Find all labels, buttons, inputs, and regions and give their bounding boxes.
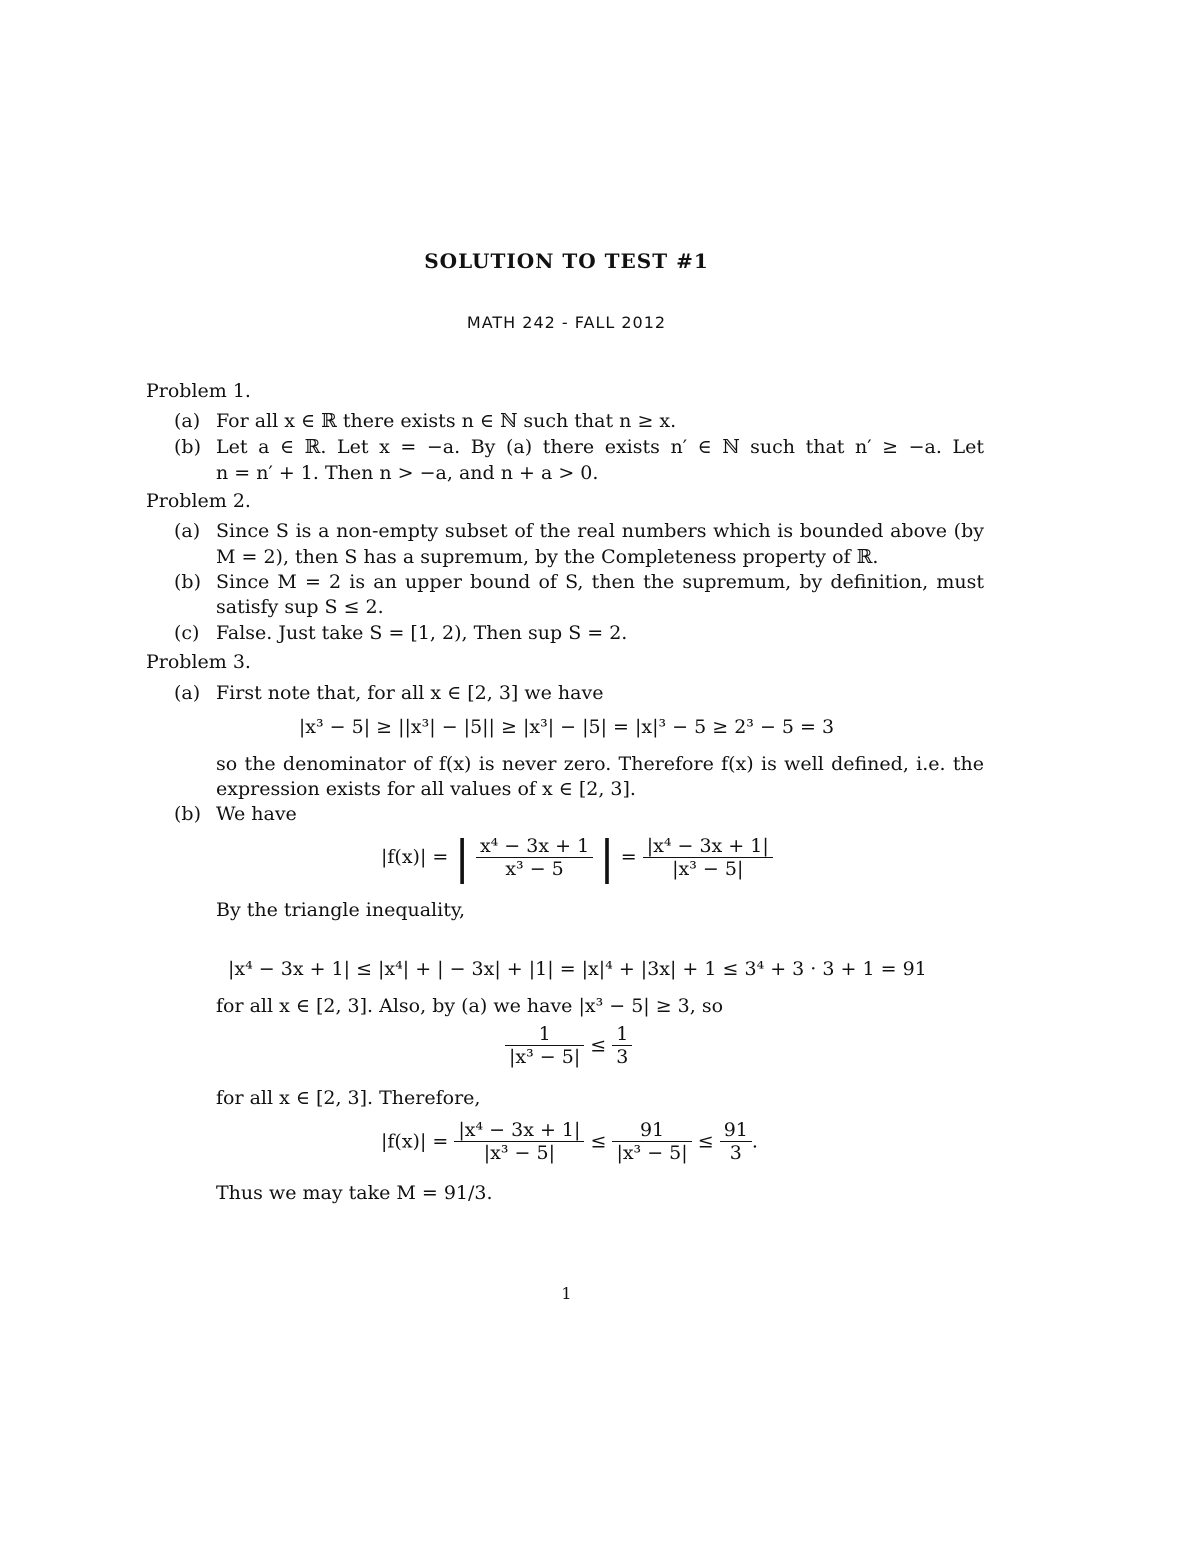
eq4-numerator-2: 91: [612, 1119, 691, 1142]
conclusion-text: Thus we may take M = 91/3.: [216, 1182, 493, 1204]
eq4-fraction-3: [720, 1119, 752, 1164]
equation-triangle-bound: |x⁴ − 3x + 1| ≤ |x⁴| + | − 3x| + |1| = |x|⁴ + |3x| + 1 ≤ 3⁴ + 3 · 3 + 1 = 91: [228, 958, 927, 980]
eq4-le-1: ≤: [590, 1130, 607, 1153]
eq3-le: ≤: [590, 1034, 607, 1057]
eq3-numerator-2: 1: [612, 1023, 632, 1046]
problem-1b-label: (b): [174, 436, 201, 458]
eq1-denominator: x³ − 5: [505, 857, 564, 880]
abs-bar-right: |: [599, 830, 615, 884]
problem-2b-label: (b): [174, 571, 201, 593]
problem-3a-line1: so the denominator of f(x) is never zero. Therefore f(x) is well defined, i.e. the: [216, 753, 984, 775]
course-subtitle: MATH 242 - FALL 2012: [466, 313, 667, 332]
eq4-fraction: [454, 1119, 584, 1164]
eq3-fraction-2: [612, 1023, 632, 1068]
eq3-numerator: 1: [505, 1023, 584, 1046]
eq1-denominator-2: |x³ − 5|: [672, 857, 744, 880]
problem-1-heading: Problem 1.: [146, 380, 251, 402]
also-text: for all x ∈ [2, 3]. Also, by (a) we have |x³ − 5| ≥ 3, so: [216, 995, 724, 1017]
eq4-numerator-3: 91: [720, 1119, 752, 1142]
eq4-fraction-2: [612, 1119, 691, 1164]
eq4-le-2: ≤: [697, 1130, 714, 1153]
page-number: 1: [561, 1284, 572, 1303]
eq1-numerator-2: |x⁴ − 3x + 1|: [643, 835, 773, 858]
problem-2a-line2: M = 2), then S has a supremum, by the Completeness property of ℝ.: [216, 546, 879, 568]
problem-2b-line2: satisfy sup S ≤ 2.: [216, 596, 384, 618]
eq3-fraction: [505, 1023, 584, 1068]
eq1-numerator: x⁴ − 3x + 1: [476, 835, 593, 858]
problem-3a-intro: First note that, for all x ∈ [2, 3] we have: [216, 682, 604, 704]
problem-3a-equation: |x³ − 5| ≥ ||x³| − |5|| ≥ |x³| − |5| = |x|³ − 5 ≥ 2³ − 5 = 3: [298, 716, 835, 738]
problem-1a-label: (a): [174, 410, 201, 432]
eq4-denominator: |x³ − 5|: [483, 1142, 556, 1164]
problem-3b-label: (b): [174, 803, 201, 825]
eq3-denominator: |x³ − 5|: [509, 1046, 581, 1068]
eq1-equals: =: [620, 846, 637, 868]
eq4-numerator: |x⁴ − 3x + 1|: [454, 1119, 584, 1142]
equation-reciprocal-bound: [505, 1023, 632, 1068]
problem-2a-line1: Since S is a non-empty subset of the real numbers which is bounded above (by: [216, 520, 984, 542]
problem-3a-line2: expression exists for all values of x ∈ [2, 3].: [216, 778, 636, 800]
problem-3-heading: Problem 3.: [146, 651, 251, 673]
eq4-denominator-2: |x³ − 5|: [616, 1142, 688, 1164]
eq1-fraction-2: [643, 835, 773, 880]
eq4-lhs: |f(x)| =: [381, 1130, 449, 1153]
page-title: SOLUTION TO TEST #1: [424, 249, 709, 273]
problem-2c-label: (c): [174, 622, 200, 644]
eq4-denominator-3: 3: [729, 1142, 742, 1164]
problem-1b-line2: n = n′ + 1. Then n > −a, and n + a > 0.: [216, 462, 599, 484]
problem-1b-line1: Let a ∈ ℝ. Let x = −a. By (a) there exists n′ ∈ ℕ such that n′ ≥ −a. Let: [216, 436, 984, 458]
eq1-lhs: |f(x)| =: [381, 846, 449, 868]
problem-2c-text: False. Just take S = [1, 2), Then sup S = 2.: [216, 622, 628, 644]
problem-3a-label: (a): [174, 682, 201, 704]
eq1-fraction: [476, 835, 593, 880]
eq3-denominator-2: 3: [616, 1046, 629, 1068]
problem-2a-label: (a): [174, 520, 201, 542]
therefore-text: for all x ∈ [2, 3]. Therefore,: [216, 1087, 481, 1109]
eq4-period: .: [751, 1130, 758, 1153]
problem-1a-text: For all x ∈ ℝ there exists n ∈ ℕ such that n ≥ x.: [216, 410, 677, 432]
problem-3b-intro: We have: [216, 803, 297, 825]
abs-bar-left: |: [454, 830, 470, 884]
problem-2b-line1: Since M = 2 is an upper bound of S, then the supremum, by definition, must: [216, 571, 984, 593]
triangle-inequality-text: By the triangle inequality,: [216, 899, 466, 921]
equation-f-abs: [381, 830, 773, 884]
equation-final-bound: [381, 1119, 758, 1164]
problem-2-heading: Problem 2.: [146, 490, 251, 512]
